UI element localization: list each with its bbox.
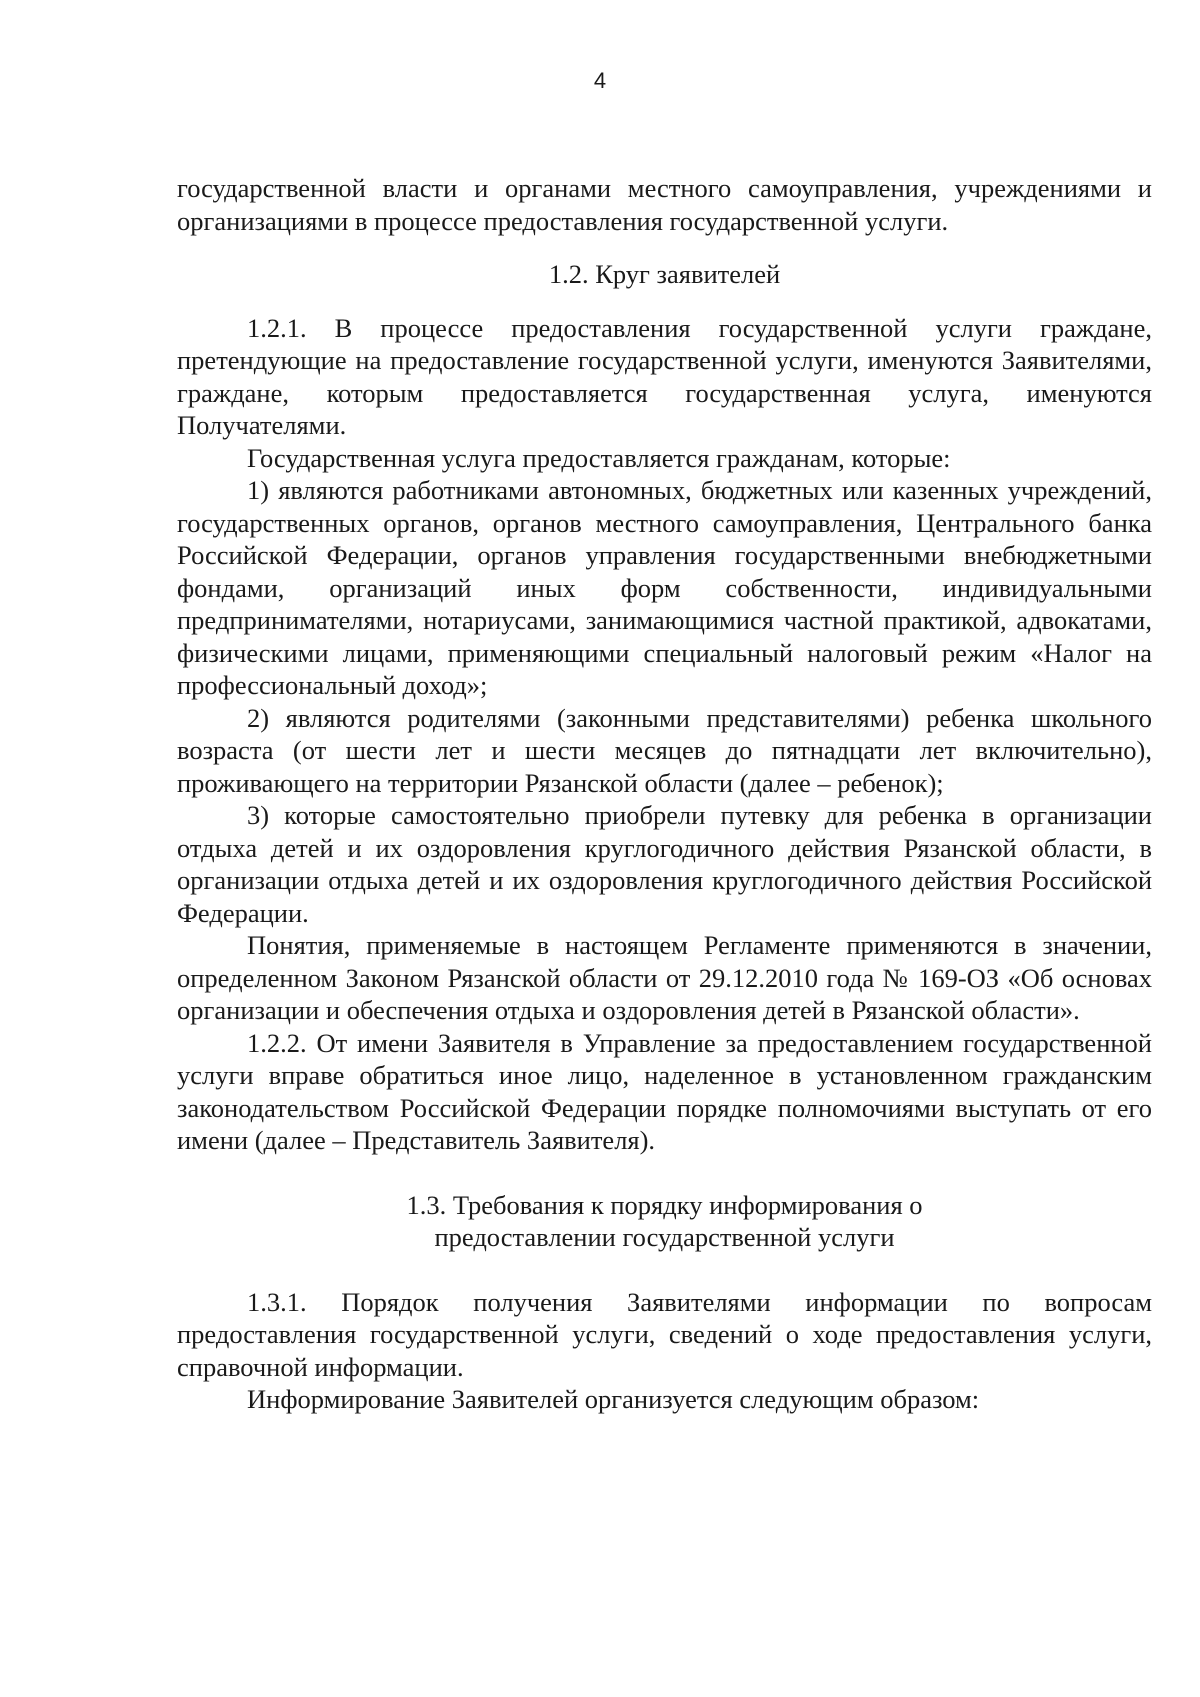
- section-heading-1-2: 1.2. Круг заявителей: [548, 259, 781, 289]
- page-number: 4: [593, 68, 607, 93]
- paragraph-1-2-2: 1.2.2. От имени Заявителя в Управление за предоставлением государственной услуги вправе обратиться иное лицо, наделенное в установленном гражданским законодательством Российской Федерации порядке полномочиями выступать от его имени (далее – Представитель Заявителя).: [177, 1027, 1152, 1155]
- paragraph-recipients-intro: Государственная услуга предоставляется гражданам, которые:: [247, 442, 951, 473]
- paragraph-1-3-1: 1.3.1. Порядок получения Заявителями информации по вопросам предоставления государственной услуги, сведений о ходе предоставления услуги, справочной информации.: [177, 1286, 1152, 1382]
- list-item-2: 2) являются родителями (законными представителями) ребенка школьного возраста (от шести лет и шести месяцев до пятнадцати лет включительно), проживающего на территории Рязанской области (далее – ребенок);: [177, 702, 1152, 798]
- section-heading-1-3-line1: 1.3. Требования к порядку информирования о: [406, 1189, 923, 1220]
- list-item-1: 1) являются работниками автономных, бюджетных или казенных учреждений, государственных органов, органов местного самоуправления, Центрального банка Российской Федерации, органов управления государственными внебюджетными фондами, организаций иных форм собственности, индивидуальными предпринимателями, нотариусами, занимающимися частной практикой, адвокатами, физическими лицами, применяющими специальный налоговый режим «Налог на профессиональный доход»;: [177, 475, 1152, 700]
- document-body: [177, 172, 1152, 1416]
- paragraph-informing: Информирование Заявителей организуется следующим образом:: [247, 1384, 980, 1414]
- paragraph-continuation: государственной власти и органами местного самоуправления, учреждениями и организациями в процессе предоставления государственной услуги.: [177, 173, 1152, 236]
- list-item-3: 3) которые самостоятельно приобрели путевку для ребенка в организации отдыха детей и их оздоровления круглогодичного действия Рязанской области, в организации отдыха детей и их оздоровления круглогодичного действия Российской Федерации.: [177, 800, 1152, 928]
- paragraph-1-2-1: 1.2.1. В процессе предоставления государственной услуги граждане, претендующие на предоставление государственной услуги, именуются Заявителями, граждане, которым предоставляется государственная услуга, именуются Получателями.: [177, 312, 1152, 440]
- section-heading-1-3-line2: предоставлении государственной услуги: [434, 1222, 895, 1252]
- paragraph-definitions: Понятия, применяемые в настоящем Регламенте применяются в значении, определенном Законом Рязанской области от 29.12.2010 года № 169-ОЗ «Об основах организации и обеспечения отдыха и оздоровления детей в Рязанской области».: [177, 930, 1152, 1025]
